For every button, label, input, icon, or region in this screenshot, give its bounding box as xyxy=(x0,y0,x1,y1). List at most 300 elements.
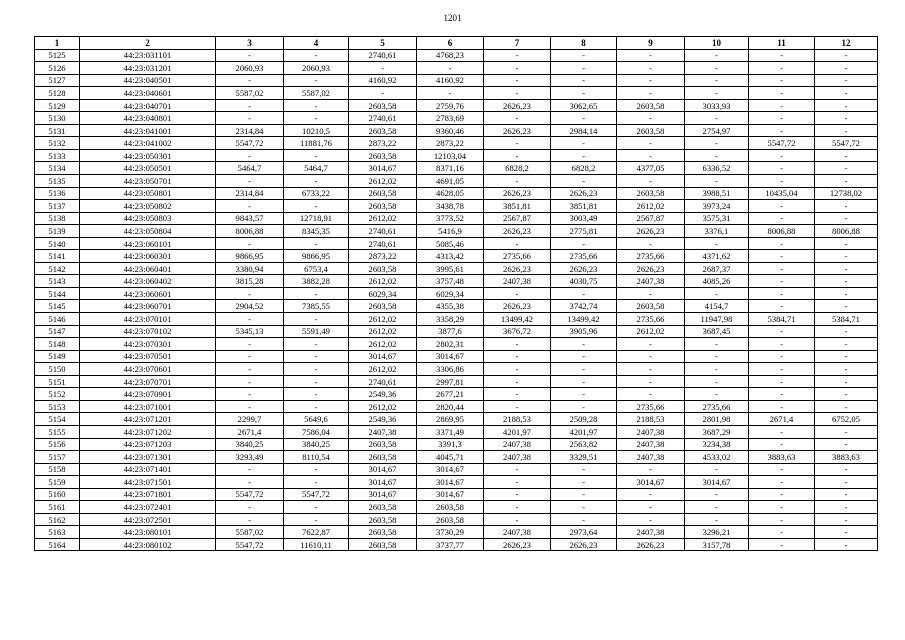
table-cell: 5152 xyxy=(35,388,80,401)
table-cell: - xyxy=(216,338,284,351)
table-cell: 3062,65 xyxy=(551,99,617,112)
table-cell: 5547,72 xyxy=(815,137,878,150)
table-cell: 44:23:071201 xyxy=(80,413,216,426)
table-cell: 3014,67 xyxy=(417,463,484,476)
table-cell: 4355,38 xyxy=(417,300,484,313)
table-cell: 5132 xyxy=(35,137,80,150)
table-cell: - xyxy=(484,287,551,300)
table-cell: - xyxy=(617,350,685,363)
table-cell: 2997,81 xyxy=(417,375,484,388)
table-cell: - xyxy=(216,237,284,250)
table-cell: 44:23:071801 xyxy=(80,488,216,501)
table-cell: 3293,49 xyxy=(216,451,284,464)
table-cell: - xyxy=(685,338,749,351)
table-cell: 2626,23 xyxy=(484,538,551,551)
table-cell: 3371,49 xyxy=(417,425,484,438)
table-cell: 9360,46 xyxy=(417,124,484,137)
table-cell: 7622,87 xyxy=(284,526,349,539)
table-cell: - xyxy=(484,400,551,413)
table-cell: 2549,36 xyxy=(349,388,417,401)
table-cell: 8371,16 xyxy=(417,162,484,175)
table-cell: - xyxy=(484,501,551,514)
table-cell: 2820,44 xyxy=(417,400,484,413)
table-cell: 5384,71 xyxy=(815,313,878,326)
table-cell: - xyxy=(216,476,284,489)
table-cell: - xyxy=(617,237,685,250)
table-cell: 8110,54 xyxy=(284,451,349,464)
table-cell: 2984,14 xyxy=(551,124,617,137)
table-cell: 4045,71 xyxy=(417,451,484,464)
table-cell: - xyxy=(815,62,878,75)
table-cell: - xyxy=(484,112,551,125)
table-cell: - xyxy=(749,513,815,526)
table-cell: - xyxy=(749,300,815,313)
table-cell: - xyxy=(551,338,617,351)
table-cell: - xyxy=(551,74,617,87)
table-cell: - xyxy=(284,338,349,351)
table-cell: 5138 xyxy=(35,212,80,225)
table-cell: 2603,58 xyxy=(349,262,417,275)
table-cell: 44:23:070901 xyxy=(80,388,216,401)
table-cell: - xyxy=(551,363,617,376)
table-cell: - xyxy=(749,237,815,250)
table-cell: - xyxy=(551,388,617,401)
table-cell: - xyxy=(749,325,815,338)
table-cell: - xyxy=(484,463,551,476)
table-cell: - xyxy=(484,74,551,87)
table-cell: 44:23:070301 xyxy=(80,338,216,351)
table-cell: 44:23:031101 xyxy=(80,49,216,62)
table-cell: 44:23:050701 xyxy=(80,175,216,188)
table-cell: 2759,76 xyxy=(417,99,484,112)
table-cell: - xyxy=(617,363,685,376)
table-cell: 7586,04 xyxy=(284,425,349,438)
table-cell: - xyxy=(284,49,349,62)
table-cell: - xyxy=(815,425,878,438)
table-cell: - xyxy=(551,237,617,250)
table-cell: 2407,38 xyxy=(349,425,417,438)
table-row xyxy=(35,62,878,75)
table-cell: 8006,88 xyxy=(815,225,878,238)
table-cell: 2060,93 xyxy=(216,62,284,75)
table-row xyxy=(35,538,878,551)
table-cell: - xyxy=(216,513,284,526)
column-header-11: 11 xyxy=(749,37,815,50)
table-cell: 5144 xyxy=(35,287,80,300)
table-cell: 5141 xyxy=(35,250,80,263)
table-cell: - xyxy=(815,463,878,476)
table-cell: - xyxy=(815,513,878,526)
table-cell: 44:23:060402 xyxy=(80,275,216,288)
table-cell: - xyxy=(749,338,815,351)
table-cell: - xyxy=(815,262,878,275)
table-cell: - xyxy=(617,49,685,62)
table-cell: 2626,23 xyxy=(617,538,685,551)
table-cell: 2671,4 xyxy=(216,425,284,438)
table-cell: 2407,38 xyxy=(484,438,551,451)
column-header-10: 10 xyxy=(685,37,749,50)
table-cell: 44:23:041001 xyxy=(80,124,216,137)
table-cell: - xyxy=(749,49,815,62)
table-cell: 3014,67 xyxy=(349,488,417,501)
table-cell: 3882,28 xyxy=(284,275,349,288)
table-cell: - xyxy=(749,438,815,451)
table-cell: 5464,7 xyxy=(216,162,284,175)
table-cell: 4533,02 xyxy=(685,451,749,464)
table-cell: 2060,93 xyxy=(284,62,349,75)
table-cell: 13499,42 xyxy=(551,313,617,326)
table-cell: 3014,67 xyxy=(417,350,484,363)
table-cell: 5149 xyxy=(35,350,80,363)
table-cell: 5156 xyxy=(35,438,80,451)
table-row xyxy=(35,501,878,514)
table-cell: 2314,84 xyxy=(216,187,284,200)
table-cell: - xyxy=(551,287,617,300)
table-cell: 2626,23 xyxy=(484,187,551,200)
table-cell: 5587,02 xyxy=(216,87,284,100)
table-row xyxy=(35,463,878,476)
table-cell: - xyxy=(749,275,815,288)
table-cell: 3737,77 xyxy=(417,538,484,551)
table-cell: 2299,7 xyxy=(216,413,284,426)
table-cell: 5154 xyxy=(35,413,80,426)
table-cell: 8006,88 xyxy=(216,225,284,238)
table-cell: 2188,53 xyxy=(617,413,685,426)
table-cell: 2407,38 xyxy=(617,275,685,288)
table-cell: 3757,48 xyxy=(417,275,484,288)
table-cell: - xyxy=(685,488,749,501)
table-cell: - xyxy=(815,538,878,551)
table-cell: - xyxy=(749,363,815,376)
page-number: 1201 xyxy=(443,13,462,23)
column-header-12: 12 xyxy=(815,37,878,50)
table-row xyxy=(35,99,878,112)
table-row xyxy=(35,375,878,388)
table-cell: 2735,66 xyxy=(617,250,685,263)
table-cell: - xyxy=(216,49,284,62)
table-row xyxy=(35,438,878,451)
table-cell: 2603,58 xyxy=(349,501,417,514)
table-cell: 2603,58 xyxy=(417,501,484,514)
table-cell: 2407,38 xyxy=(617,438,685,451)
table-cell: - xyxy=(216,363,284,376)
table-cell: - xyxy=(484,137,551,150)
table-row xyxy=(35,413,878,426)
table-cell: 5158 xyxy=(35,463,80,476)
table-cell: 5143 xyxy=(35,275,80,288)
table-cell: - xyxy=(815,325,878,338)
table-cell: 44:23:050801 xyxy=(80,187,216,200)
table-cell: - xyxy=(685,513,749,526)
table-cell: 2626,23 xyxy=(484,262,551,275)
table-row xyxy=(35,87,878,100)
column-header-2: 2 xyxy=(80,37,216,50)
table-row xyxy=(35,526,878,539)
table-cell: 44:23:050802 xyxy=(80,200,216,213)
table-cell: - xyxy=(749,124,815,137)
table-cell: 2754,97 xyxy=(685,124,749,137)
table-cell: 3575,31 xyxy=(685,212,749,225)
table-cell: 4160,92 xyxy=(417,74,484,87)
table-cell: 3877,6 xyxy=(417,325,484,338)
table-cell: - xyxy=(749,488,815,501)
table-cell: - xyxy=(484,87,551,100)
table-cell: 2603,58 xyxy=(349,300,417,313)
table-cell: - xyxy=(284,287,349,300)
table-cell: - xyxy=(617,137,685,150)
table-cell: 2626,23 xyxy=(551,187,617,200)
table-cell: 3014,67 xyxy=(685,476,749,489)
table-cell: - xyxy=(749,99,815,112)
table-cell: - xyxy=(551,488,617,501)
table-cell: - xyxy=(815,488,878,501)
table-row xyxy=(35,363,878,376)
table-cell: 2603,58 xyxy=(349,513,417,526)
table-cell: - xyxy=(284,363,349,376)
table-cell: 2603,58 xyxy=(617,300,685,313)
table-cell: 2735,66 xyxy=(617,400,685,413)
table-cell: 2612,02 xyxy=(349,363,417,376)
table-cell: 2735,66 xyxy=(551,250,617,263)
table-cell: - xyxy=(284,175,349,188)
table-cell: - xyxy=(551,400,617,413)
table-cell: 12718,91 xyxy=(284,212,349,225)
table-cell: - xyxy=(284,513,349,526)
table-cell: 44:23:050301 xyxy=(80,149,216,162)
table-cell: - xyxy=(749,162,815,175)
table-cell: - xyxy=(815,501,878,514)
table-cell: 2603,58 xyxy=(617,187,685,200)
table-cell: 2407,38 xyxy=(484,275,551,288)
table-cell: - xyxy=(815,287,878,300)
table-cell: 3014,67 xyxy=(349,463,417,476)
table-cell: - xyxy=(484,476,551,489)
table-cell: 3687,45 xyxy=(685,325,749,338)
table-cell: 2973,64 xyxy=(551,526,617,539)
table-cell: - xyxy=(349,62,417,75)
table-cell: - xyxy=(617,375,685,388)
table-cell: - xyxy=(815,300,878,313)
table-cell: - xyxy=(216,149,284,162)
column-header-4: 4 xyxy=(284,37,349,50)
table-cell: 44:23:070701 xyxy=(80,375,216,388)
table-cell: 4768,23 xyxy=(417,49,484,62)
table-cell: 2612,02 xyxy=(349,338,417,351)
table-cell: 2603,58 xyxy=(349,451,417,464)
table-cell: 2407,38 xyxy=(617,451,685,464)
table-cell: - xyxy=(284,400,349,413)
table-row xyxy=(35,187,878,200)
table-cell: 2612,02 xyxy=(349,212,417,225)
table-cell: - xyxy=(551,350,617,363)
table-cell: 5160 xyxy=(35,488,80,501)
table-cell: - xyxy=(484,513,551,526)
table-cell: 2801,98 xyxy=(685,413,749,426)
table-row xyxy=(35,513,878,526)
table-cell: 44:23:070102 xyxy=(80,325,216,338)
table-cell: 2563,82 xyxy=(551,438,617,451)
table-cell: 3234,38 xyxy=(685,438,749,451)
table-cell: - xyxy=(551,463,617,476)
table-cell: 2407,38 xyxy=(617,425,685,438)
table-cell: 44:23:071001 xyxy=(80,400,216,413)
table-row xyxy=(35,451,878,464)
table-cell: - xyxy=(815,162,878,175)
table-cell: 2188,53 xyxy=(484,413,551,426)
table-cell: 2549,36 xyxy=(349,413,417,426)
table-cell: 5127 xyxy=(35,74,80,87)
table-cell: 5649,6 xyxy=(284,413,349,426)
table-cell: 2735,66 xyxy=(617,313,685,326)
column-header-5: 5 xyxy=(349,37,417,50)
table-cell: 44:23:072401 xyxy=(80,501,216,514)
table-cell: 10435,04 xyxy=(749,187,815,200)
table-cell: - xyxy=(685,350,749,363)
table-cell: - xyxy=(685,375,749,388)
table-row xyxy=(35,300,878,313)
table-cell: 2612,02 xyxy=(349,400,417,413)
table-cell: - xyxy=(617,463,685,476)
table-cell: 3973,24 xyxy=(685,200,749,213)
table-cell: 2626,23 xyxy=(484,99,551,112)
table-cell: 2740,61 xyxy=(349,49,417,62)
table-cell: - xyxy=(551,476,617,489)
table-cell: - xyxy=(551,49,617,62)
table-cell: 12738,02 xyxy=(815,187,878,200)
table-cell: - xyxy=(749,350,815,363)
table-cell: - xyxy=(216,501,284,514)
table-cell: - xyxy=(617,388,685,401)
table-cell: - xyxy=(749,425,815,438)
table-cell: 3296,21 xyxy=(685,526,749,539)
table-cell: 44:23:060701 xyxy=(80,300,216,313)
table-cell: 13499,42 xyxy=(484,313,551,326)
table-cell: - xyxy=(749,250,815,263)
table-cell: 44:23:071301 xyxy=(80,451,216,464)
table-cell: 44:23:050804 xyxy=(80,225,216,238)
table-cell: - xyxy=(617,501,685,514)
table-cell: 4201,97 xyxy=(551,425,617,438)
column-header-7: 7 xyxy=(484,37,551,50)
table-cell: 11610,11 xyxy=(284,538,349,551)
table-cell: - xyxy=(617,338,685,351)
table-cell: - xyxy=(216,99,284,112)
table-cell: 6828,2 xyxy=(551,162,617,175)
table-cell: 2626,23 xyxy=(617,225,685,238)
table-cell: 2612,02 xyxy=(349,275,417,288)
table-cell: 5142 xyxy=(35,262,80,275)
table-cell: 2740,61 xyxy=(349,375,417,388)
table-cell: - xyxy=(685,388,749,401)
table-cell: 4030,75 xyxy=(551,275,617,288)
table-cell: 3676,72 xyxy=(484,325,551,338)
table-cell: 2603,58 xyxy=(349,538,417,551)
table-cell: 3380,94 xyxy=(216,262,284,275)
table-cell: 4371,62 xyxy=(685,250,749,263)
table-row xyxy=(35,49,878,62)
table-cell: 5547,72 xyxy=(216,137,284,150)
table-cell: 2603,58 xyxy=(617,124,685,137)
table-cell: - xyxy=(216,200,284,213)
table-cell: - xyxy=(484,149,551,162)
table-cell: - xyxy=(284,237,349,250)
table-cell: 5128 xyxy=(35,87,80,100)
table-cell: 2873,22 xyxy=(349,137,417,150)
table-cell: - xyxy=(617,175,685,188)
table-cell: - xyxy=(749,175,815,188)
table-cell: - xyxy=(749,463,815,476)
table-cell: 3014,67 xyxy=(349,350,417,363)
table-cell: 9843,57 xyxy=(216,212,284,225)
table-cell: - xyxy=(749,262,815,275)
table-cell: 3329,51 xyxy=(551,451,617,464)
table-cell: 44:23:040501 xyxy=(80,74,216,87)
table-cell: - xyxy=(216,463,284,476)
table-cell: - xyxy=(815,250,878,263)
table-cell: 9866,95 xyxy=(284,250,349,263)
table-cell: 2603,58 xyxy=(617,99,685,112)
table-cell: 5140 xyxy=(35,237,80,250)
table-cell: 3306,86 xyxy=(417,363,484,376)
table-row xyxy=(35,275,878,288)
table-cell: - xyxy=(484,363,551,376)
table-cell: - xyxy=(284,99,349,112)
table-cell: 3995,61 xyxy=(417,262,484,275)
column-header-6: 6 xyxy=(417,37,484,50)
table-cell: - xyxy=(551,62,617,75)
table-cell: 44:23:040701 xyxy=(80,99,216,112)
table-cell: - xyxy=(749,476,815,489)
table-cell: 5125 xyxy=(35,49,80,62)
table-cell: 7385,55 xyxy=(284,300,349,313)
table-cell: - xyxy=(284,476,349,489)
table-cell: 44:23:060301 xyxy=(80,250,216,263)
table-cell: - xyxy=(284,463,349,476)
table-cell: 2567,87 xyxy=(484,212,551,225)
column-header-3: 3 xyxy=(216,37,284,50)
table-cell: - xyxy=(749,200,815,213)
table-cell: 2802,31 xyxy=(417,338,484,351)
table-cell: 5164 xyxy=(35,538,80,551)
table-cell: - xyxy=(284,350,349,363)
table-cell: 44:23:072501 xyxy=(80,513,216,526)
table-cell: - xyxy=(216,350,284,363)
table-cell: 6828,2 xyxy=(484,162,551,175)
table-cell: - xyxy=(749,526,815,539)
table-row xyxy=(35,400,878,413)
table-cell: 2612,02 xyxy=(617,200,685,213)
table-cell: - xyxy=(749,287,815,300)
table-cell: 44:23:060401 xyxy=(80,262,216,275)
table-cell: - xyxy=(815,400,878,413)
table-cell: 3851,81 xyxy=(551,200,617,213)
table-cell: - xyxy=(815,237,878,250)
table-cell: - xyxy=(551,513,617,526)
table-cell: 4628,05 xyxy=(417,187,484,200)
table-cell: - xyxy=(484,237,551,250)
table-cell: 44:23:070501 xyxy=(80,350,216,363)
table-cell: 2873,22 xyxy=(349,250,417,263)
table-cell: - xyxy=(551,112,617,125)
table-cell: 44:23:080101 xyxy=(80,526,216,539)
table-cell: 2740,61 xyxy=(349,225,417,238)
table-row xyxy=(35,137,878,150)
table-cell: 5587,02 xyxy=(284,87,349,100)
table-cell: 44:23:060601 xyxy=(80,287,216,300)
table-row xyxy=(35,476,878,489)
table-cell: - xyxy=(617,74,685,87)
table-cell: - xyxy=(815,49,878,62)
